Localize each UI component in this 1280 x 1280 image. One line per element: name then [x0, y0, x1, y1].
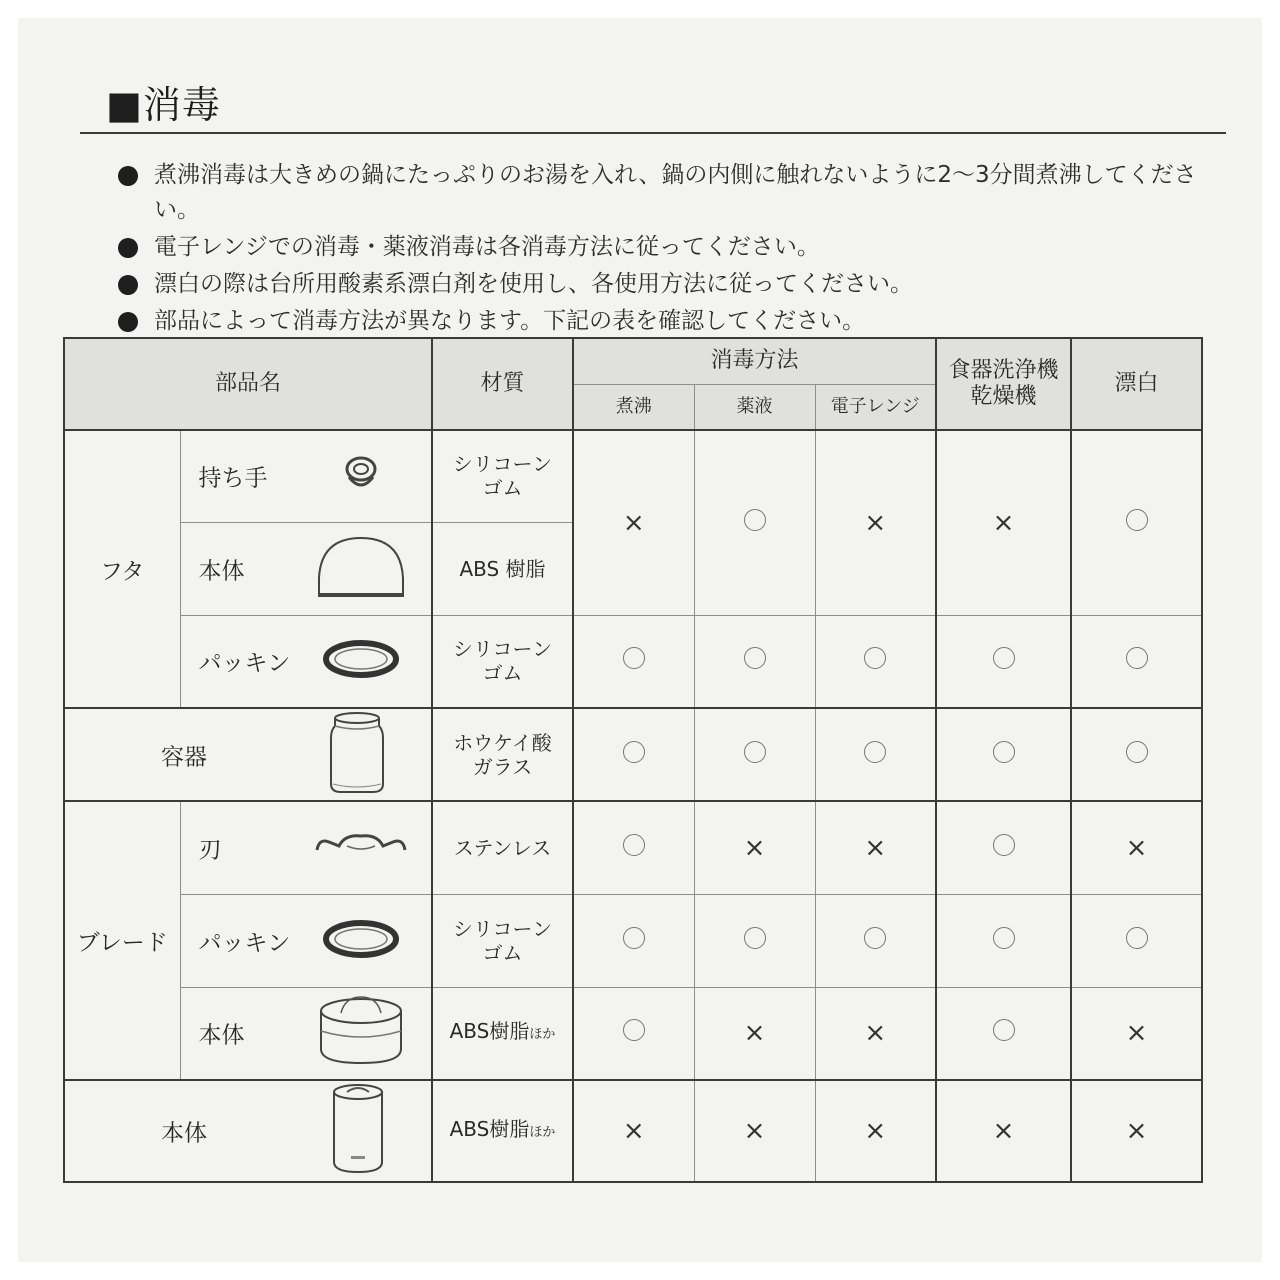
ng-cross-icon: ×: [622, 1116, 645, 1146]
material-cell: ステンレス: [432, 801, 573, 894]
ok-circle-icon: [623, 741, 645, 763]
part-cell: [180, 430, 432, 522]
ng-cross-icon: ×: [864, 507, 887, 538]
header-dishwasher: [936, 338, 1071, 430]
mark-dishwasher: [936, 801, 1071, 894]
part-name: 容器: [161, 744, 207, 770]
ok-circle-icon: [623, 1019, 645, 1041]
section-title: ■消毒: [106, 83, 221, 127]
table-row: [64, 430, 1202, 522]
note-item: [114, 158, 1214, 228]
lid-body-icon: [311, 532, 411, 606]
ok-circle-icon: [1126, 741, 1148, 763]
mark-dishwasher: [936, 708, 1071, 801]
ok-circle-icon: [864, 927, 886, 949]
part-name: 本体: [198, 1022, 245, 1049]
mark-boil: [573, 987, 694, 1080]
material-cell: シリコーンゴム: [432, 430, 573, 522]
ng-cross-icon: ×: [992, 1116, 1015, 1146]
bullet-icon: [118, 238, 138, 258]
blade-base-icon: [311, 991, 411, 1075]
note-text: 漂白の際は台所用酸素系漂白剤を使用し、各使用方法に従ってください。: [154, 271, 913, 297]
part-cell: [180, 987, 432, 1080]
mark-dishwasher: [936, 987, 1071, 1080]
ng-cross-icon: ×: [622, 507, 645, 538]
ok-circle-icon: [744, 927, 766, 949]
ok-circle-icon: [993, 834, 1015, 856]
part-name: パッキン: [198, 650, 291, 677]
material-cell: [432, 1080, 573, 1182]
ng-cross-icon: ×: [864, 1116, 887, 1146]
ng-cross-icon: ×: [864, 832, 887, 863]
part-cell: [180, 894, 432, 987]
sterilization-table: [63, 337, 1203, 1183]
mark-microwave: [815, 987, 936, 1080]
mark-microwave: [815, 430, 936, 615]
motor-base-icon: [327, 1082, 389, 1180]
mark-chemical: [694, 615, 815, 708]
ok-circle-icon: [623, 834, 645, 856]
mark-bleach: [1071, 430, 1202, 615]
mark-microwave: [815, 801, 936, 894]
material-text: ABS樹脂: [449, 1117, 530, 1141]
note-text: 部品によって消毒方法が異なります。下記の表を確認してください。: [154, 308, 866, 334]
note-item: [114, 267, 1214, 302]
mark-dishwasher: [936, 894, 1071, 987]
material-suffix: ほか: [529, 1027, 556, 1043]
mark-bleach: [1071, 894, 1202, 987]
ng-cross-icon: ×: [864, 1018, 887, 1049]
ng-cross-icon: ×: [1125, 1018, 1148, 1049]
header-part: 部品名: [64, 338, 432, 430]
mark-microwave: [815, 708, 936, 801]
table-row: [64, 708, 1202, 801]
blade-icon: [311, 826, 411, 870]
mark-bleach: [1071, 615, 1202, 708]
note-text: 電子レンジでの消毒・薬液消毒は各消毒方法に従ってください。: [154, 234, 820, 260]
material-cell: ABS 樹脂: [432, 522, 573, 615]
bullet-icon: [118, 275, 138, 295]
ng-cross-icon: ×: [992, 507, 1015, 538]
header-chemical: 薬液: [694, 384, 815, 430]
ok-circle-icon: [993, 741, 1015, 763]
ok-circle-icon: [993, 1019, 1015, 1041]
ok-circle-icon: [1126, 647, 1148, 669]
bullet-icon: [118, 312, 138, 332]
mark-bleach: [1071, 1080, 1202, 1182]
ng-cross-icon: ×: [743, 1018, 766, 1049]
ok-circle-icon: [1126, 927, 1148, 949]
mark-chemical: [694, 801, 815, 894]
ok-circle-icon: [993, 927, 1015, 949]
mark-dishwasher: [936, 1080, 1071, 1182]
mark-chemical: [694, 1080, 815, 1182]
mark-boil: [573, 801, 694, 894]
header-sterilization: 消毒方法: [573, 338, 936, 384]
title-divider: [80, 132, 1226, 134]
header-material: 材質: [432, 338, 573, 430]
ok-circle-icon: [623, 927, 645, 949]
ng-cross-icon: ×: [1125, 1116, 1148, 1146]
table-row: [64, 801, 1202, 894]
mark-microwave: [815, 1080, 936, 1182]
mark-bleach: [1071, 987, 1202, 1080]
glass-jar-icon: [327, 710, 387, 800]
packing-ring-icon: [311, 634, 411, 688]
material-cell: シリコーンゴム: [432, 615, 573, 708]
ok-circle-icon: [864, 647, 886, 669]
ok-circle-icon: [744, 741, 766, 763]
mark-boil: [573, 708, 694, 801]
note-text: 煮沸消毒は大きめの鍋にたっぷりのお湯を入れ、鍋の内側に触れないように2～3分間煮沸してください。: [154, 162, 1197, 223]
ok-circle-icon: [744, 647, 766, 669]
notes-list: [114, 158, 1214, 341]
header-dishwasher-label: 食器洗浄機乾燥機: [948, 358, 1059, 409]
material-text: ABS樹脂: [449, 1019, 530, 1044]
part-cell: [64, 1080, 432, 1182]
part-name: パッキン: [198, 930, 291, 956]
mark-boil: [573, 894, 694, 987]
part-name: 刃: [198, 837, 222, 864]
mark-boil: [573, 615, 694, 708]
material-cell: [432, 987, 573, 1080]
material-cell: ホウケイ酸ガラス: [432, 708, 573, 801]
mark-boil: [573, 430, 694, 615]
header-microwave: 電子レンジ: [815, 384, 936, 430]
mark-bleach: [1071, 801, 1202, 894]
material-cell: シリコーンゴム: [432, 894, 573, 987]
bullet-icon: [118, 166, 138, 186]
material-suffix: ほか: [529, 1125, 556, 1140]
lid-handle-icon: [311, 449, 411, 503]
ng-cross-icon: ×: [743, 1116, 766, 1146]
ok-circle-icon: [744, 509, 766, 531]
note-item: [114, 304, 1214, 339]
mark-bleach: [1071, 708, 1202, 801]
mark-microwave: [815, 615, 936, 708]
mark-boil: [573, 1080, 694, 1182]
mark-dishwasher: [936, 430, 1071, 615]
part-cell: [180, 615, 432, 708]
mark-microwave: [815, 894, 936, 987]
ok-circle-icon: [993, 647, 1015, 669]
mark-chemical: [694, 708, 815, 801]
packing-ring-icon: [311, 914, 411, 968]
part-cell: [64, 708, 432, 801]
table-row: [64, 987, 1202, 1080]
mark-dishwasher: [936, 615, 1071, 708]
part-cell: [180, 522, 432, 615]
ok-circle-icon: [623, 647, 645, 669]
group-lid: フタ: [64, 430, 180, 708]
header-boil: 煮沸: [573, 384, 694, 430]
mark-chemical: [694, 987, 815, 1080]
table-row: [64, 1080, 1202, 1182]
header-bleach: 漂白: [1071, 338, 1202, 430]
part-cell: [180, 801, 432, 894]
part-name: 本体: [198, 558, 245, 584]
table-row: [64, 894, 1202, 987]
ok-circle-icon: [864, 741, 886, 763]
part-name: 持ち手: [198, 465, 268, 492]
mark-chemical: [694, 894, 815, 987]
ng-cross-icon: ×: [743, 832, 766, 863]
note-item: [114, 230, 1214, 265]
table-row: [64, 615, 1202, 708]
group-blade: ブレード: [64, 801, 180, 1080]
mark-chemical: [694, 430, 815, 615]
part-name: 本体: [161, 1120, 207, 1147]
ng-cross-icon: ×: [1125, 832, 1148, 863]
ok-circle-icon: [1126, 509, 1148, 531]
